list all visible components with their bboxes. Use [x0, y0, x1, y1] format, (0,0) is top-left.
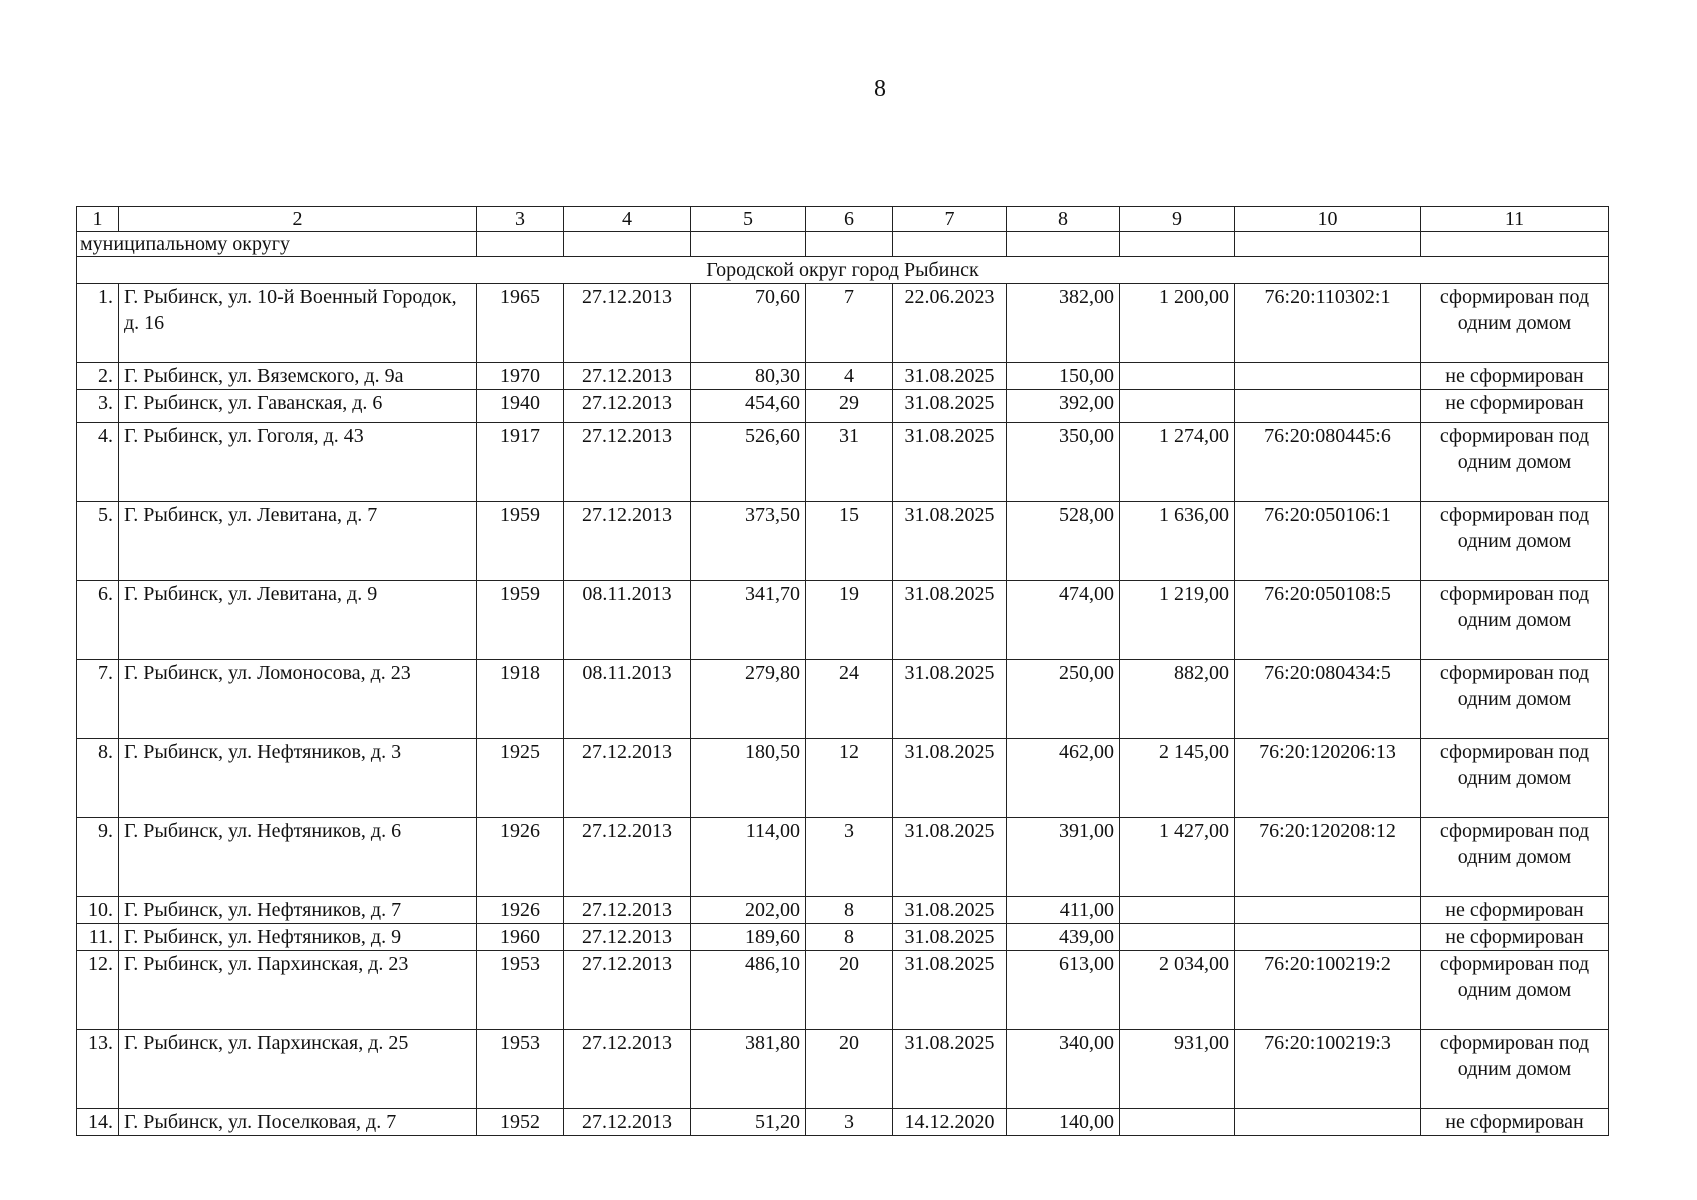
cadastral-number-cell: 76:20:080434:5 — [1235, 660, 1421, 739]
year-cell: 1926 — [477, 818, 564, 897]
recognition-date-cell: 27.12.2013 — [564, 739, 691, 818]
deadline-date-cell: 31.08.2025 — [893, 924, 1007, 951]
address-cell: Г. Рыбинск, ул. Ломоносова, д. 23 — [119, 660, 477, 739]
column-8-cell: 462,00 — [1007, 739, 1120, 818]
year-cell: 1960 — [477, 924, 564, 951]
recognition-date-cell: 27.12.2013 — [564, 363, 691, 390]
land-status-cell: сформирован под одним домом — [1421, 1030, 1609, 1109]
column-9-cell: 2 034,00 — [1120, 951, 1235, 1030]
residents-cell: 12 — [806, 739, 893, 818]
column-9-cell: 1 636,00 — [1120, 502, 1235, 581]
cadastral-number-cell: 76:20:120206:13 — [1235, 739, 1421, 818]
table-row — [77, 739, 1609, 818]
section-title: Городской округ город Рыбинск — [77, 257, 1609, 284]
deadline-date-cell: 31.08.2025 — [893, 390, 1007, 423]
year-cell: 1959 — [477, 502, 564, 581]
area-cell: 373,50 — [691, 502, 806, 581]
area-cell: 114,00 — [691, 818, 806, 897]
land-status-cell: не сформирован — [1421, 897, 1609, 924]
recognition-date-cell: 08.11.2013 — [564, 581, 691, 660]
empty-cell — [1120, 232, 1235, 257]
column-header: 10 — [1235, 207, 1421, 232]
column-header: 11 — [1421, 207, 1609, 232]
section-header-row — [77, 257, 1609, 284]
land-status-cell: сформирован под одним домом — [1421, 581, 1609, 660]
area-cell: 70,60 — [691, 284, 806, 363]
deadline-date-cell: 31.08.2025 — [893, 581, 1007, 660]
address-cell: Г. Рыбинск, ул. Нефтяников, д. 9 — [119, 924, 477, 951]
area-cell: 454,60 — [691, 390, 806, 423]
row-number-cell: 8. — [77, 739, 119, 818]
cadastral-number-cell: 76:20:050106:1 — [1235, 502, 1421, 581]
column-header: 1 — [77, 207, 119, 232]
year-cell: 1959 — [477, 581, 564, 660]
recognition-date-cell: 27.12.2013 — [564, 897, 691, 924]
area-cell: 202,00 — [691, 897, 806, 924]
deadline-date-cell: 31.08.2025 — [893, 423, 1007, 502]
residents-cell: 7 — [806, 284, 893, 363]
table-row — [77, 660, 1609, 739]
address-cell: Г. Рыбинск, ул. Гоголя, д. 43 — [119, 423, 477, 502]
empty-cell — [691, 232, 806, 257]
column-8-cell: 613,00 — [1007, 951, 1120, 1030]
land-status-cell: не сформирован — [1421, 924, 1609, 951]
cadastral-number-cell — [1235, 1109, 1421, 1136]
residents-cell: 31 — [806, 423, 893, 502]
row-number-cell: 9. — [77, 818, 119, 897]
cadastral-number-cell: 76:20:120208:12 — [1235, 818, 1421, 897]
land-status-cell: сформирован под одним домом — [1421, 660, 1609, 739]
address-cell: Г. Рыбинск, ул. Левитана, д. 9 — [119, 581, 477, 660]
column-header: 7 — [893, 207, 1007, 232]
deadline-date-cell: 31.08.2025 — [893, 951, 1007, 1030]
recognition-date-cell: 27.12.2013 — [564, 1109, 691, 1136]
recognition-date-cell: 27.12.2013 — [564, 423, 691, 502]
area-cell: 80,30 — [691, 363, 806, 390]
cadastral-number-cell: 76:20:050108:5 — [1235, 581, 1421, 660]
address-cell: Г. Рыбинск, ул. Нефтяников, д. 6 — [119, 818, 477, 897]
row-number-cell: 13. — [77, 1030, 119, 1109]
land-status-cell: сформирован под одним домом — [1421, 951, 1609, 1030]
row-number-cell: 11. — [77, 924, 119, 951]
row-number-cell: 7. — [77, 660, 119, 739]
row-number-cell: 12. — [77, 951, 119, 1030]
column-header: 2 — [119, 207, 477, 232]
area-cell: 341,70 — [691, 581, 806, 660]
cadastral-number-cell: 76:20:100219:2 — [1235, 951, 1421, 1030]
address-cell: Г. Рыбинск, ул. Поселковая, д. 7 — [119, 1109, 477, 1136]
empty-cell — [564, 232, 691, 257]
land-status-cell: сформирован под одним домом — [1421, 423, 1609, 502]
year-cell: 1953 — [477, 951, 564, 1030]
table-row — [77, 924, 1609, 951]
carry-over-row — [77, 232, 1609, 257]
column-8-cell: 382,00 — [1007, 284, 1120, 363]
column-8-cell: 411,00 — [1007, 897, 1120, 924]
cadastral-number-cell — [1235, 363, 1421, 390]
land-status-cell: сформирован под одним домом — [1421, 502, 1609, 581]
address-cell: Г. Рыбинск, ул. Гаванская, д. 6 — [119, 390, 477, 423]
column-9-cell: 2 145,00 — [1120, 739, 1235, 818]
column-8-cell: 392,00 — [1007, 390, 1120, 423]
carry-over-label: муниципальному округу — [77, 232, 477, 257]
column-8-cell: 140,00 — [1007, 1109, 1120, 1136]
year-cell: 1953 — [477, 1030, 564, 1109]
recognition-date-cell: 27.12.2013 — [564, 951, 691, 1030]
column-9-cell: 1 274,00 — [1120, 423, 1235, 502]
residents-cell: 20 — [806, 951, 893, 1030]
address-cell: Г. Рыбинск, ул. Нефтяников, д. 3 — [119, 739, 477, 818]
column-8-cell: 474,00 — [1007, 581, 1120, 660]
row-number-cell: 2. — [77, 363, 119, 390]
column-header: 9 — [1120, 207, 1235, 232]
column-9-cell — [1120, 363, 1235, 390]
column-9-cell: 1 200,00 — [1120, 284, 1235, 363]
column-9-cell — [1120, 1109, 1235, 1136]
residents-cell: 8 — [806, 897, 893, 924]
row-number-cell: 4. — [77, 423, 119, 502]
column-header: 8 — [1007, 207, 1120, 232]
address-cell: Г. Рыбинск, ул. 10-й Военный Городок, д. 16 — [119, 284, 477, 363]
recognition-date-cell: 27.12.2013 — [564, 924, 691, 951]
residents-cell: 8 — [806, 924, 893, 951]
residents-cell: 19 — [806, 581, 893, 660]
column-9-cell: 931,00 — [1120, 1030, 1235, 1109]
empty-cell — [893, 232, 1007, 257]
year-cell: 1965 — [477, 284, 564, 363]
column-number-header-row — [77, 207, 1609, 232]
residents-cell: 3 — [806, 818, 893, 897]
cadastral-number-cell: 76:20:100219:3 — [1235, 1030, 1421, 1109]
deadline-date-cell: 31.08.2025 — [893, 739, 1007, 818]
empty-cell — [806, 232, 893, 257]
column-header: 4 — [564, 207, 691, 232]
residents-cell: 29 — [806, 390, 893, 423]
table-row — [77, 897, 1609, 924]
residents-cell: 3 — [806, 1109, 893, 1136]
column-8-cell: 340,00 — [1007, 1030, 1120, 1109]
land-status-cell: сформирован под одним домом — [1421, 284, 1609, 363]
table-row — [77, 1030, 1609, 1109]
land-status-cell: сформирован под одним домом — [1421, 739, 1609, 818]
row-number-cell: 14. — [77, 1109, 119, 1136]
area-cell: 486,10 — [691, 951, 806, 1030]
land-status-cell: сформирован под одним домом — [1421, 818, 1609, 897]
column-8-cell: 250,00 — [1007, 660, 1120, 739]
address-cell: Г. Рыбинск, ул. Пархинская, д. 25 — [119, 1030, 477, 1109]
table-row — [77, 951, 1609, 1030]
address-cell: Г. Рыбинск, ул. Нефтяников, д. 7 — [119, 897, 477, 924]
residents-cell: 20 — [806, 1030, 893, 1109]
cadastral-number-cell: 76:20:110302:1 — [1235, 284, 1421, 363]
empty-cell — [477, 232, 564, 257]
residents-cell: 24 — [806, 660, 893, 739]
table-row — [77, 1109, 1609, 1136]
deadline-date-cell: 31.08.2025 — [893, 897, 1007, 924]
year-cell: 1925 — [477, 739, 564, 818]
empty-cell — [1235, 232, 1421, 257]
area-cell: 279,80 — [691, 660, 806, 739]
recognition-date-cell: 27.12.2013 — [564, 818, 691, 897]
row-number-cell: 1. — [77, 284, 119, 363]
column-9-cell — [1120, 924, 1235, 951]
land-status-cell: не сформирован — [1421, 363, 1609, 390]
row-number-cell: 6. — [77, 581, 119, 660]
deadline-date-cell: 31.08.2025 — [893, 1030, 1007, 1109]
column-8-cell: 391,00 — [1007, 818, 1120, 897]
address-cell: Г. Рыбинск, ул. Вяземского, д. 9а — [119, 363, 477, 390]
residents-cell: 4 — [806, 363, 893, 390]
page-number: 8 — [874, 76, 886, 102]
column-9-cell — [1120, 897, 1235, 924]
area-cell: 381,80 — [691, 1030, 806, 1109]
row-number-cell: 5. — [77, 502, 119, 581]
row-number-cell: 3. — [77, 390, 119, 423]
recognition-date-cell: 27.12.2013 — [564, 1030, 691, 1109]
area-cell: 189,60 — [691, 924, 806, 951]
area-cell: 526,60 — [691, 423, 806, 502]
column-header: 6 — [806, 207, 893, 232]
year-cell: 1917 — [477, 423, 564, 502]
deadline-date-cell: 22.06.2023 — [893, 284, 1007, 363]
column-header: 5 — [691, 207, 806, 232]
column-9-cell: 1 219,00 — [1120, 581, 1235, 660]
cadastral-number-cell: 76:20:080445:6 — [1235, 423, 1421, 502]
year-cell: 1970 — [477, 363, 564, 390]
table-row — [77, 363, 1609, 390]
table-row — [77, 423, 1609, 502]
address-cell: Г. Рыбинск, ул. Левитана, д. 7 — [119, 502, 477, 581]
column-8-cell: 150,00 — [1007, 363, 1120, 390]
area-cell: 51,20 — [691, 1109, 806, 1136]
column-9-cell — [1120, 390, 1235, 423]
column-8-cell: 439,00 — [1007, 924, 1120, 951]
land-status-cell: не сформирован — [1421, 1109, 1609, 1136]
residents-cell: 15 — [806, 502, 893, 581]
year-cell: 1952 — [477, 1109, 564, 1136]
land-status-cell: не сформирован — [1421, 390, 1609, 423]
deadline-date-cell: 31.08.2025 — [893, 660, 1007, 739]
deadline-date-cell: 31.08.2025 — [893, 818, 1007, 897]
table-row — [77, 581, 1609, 660]
area-cell: 180,50 — [691, 739, 806, 818]
deadline-date-cell: 14.12.2020 — [893, 1109, 1007, 1136]
table-row — [77, 502, 1609, 581]
empty-cell — [1007, 232, 1120, 257]
table-row — [77, 818, 1609, 897]
empty-cell — [1421, 232, 1609, 257]
column-9-cell: 882,00 — [1120, 660, 1235, 739]
recognition-date-cell: 27.12.2013 — [564, 284, 691, 363]
year-cell: 1918 — [477, 660, 564, 739]
recognition-date-cell: 08.11.2013 — [564, 660, 691, 739]
table-row — [77, 390, 1609, 423]
cadastral-number-cell — [1235, 897, 1421, 924]
column-header: 3 — [477, 207, 564, 232]
deadline-date-cell: 31.08.2025 — [893, 502, 1007, 581]
year-cell: 1940 — [477, 390, 564, 423]
column-8-cell: 528,00 — [1007, 502, 1120, 581]
deadline-date-cell: 31.08.2025 — [893, 363, 1007, 390]
housing-registry-table — [76, 206, 1609, 1136]
cadastral-number-cell — [1235, 924, 1421, 951]
recognition-date-cell: 27.12.2013 — [564, 502, 691, 581]
column-8-cell: 350,00 — [1007, 423, 1120, 502]
column-9-cell: 1 427,00 — [1120, 818, 1235, 897]
year-cell: 1926 — [477, 897, 564, 924]
cadastral-number-cell — [1235, 390, 1421, 423]
row-number-cell: 10. — [77, 897, 119, 924]
table-row — [77, 284, 1609, 363]
address-cell: Г. Рыбинск, ул. Пархинская, д. 23 — [119, 951, 477, 1030]
recognition-date-cell: 27.12.2013 — [564, 390, 691, 423]
